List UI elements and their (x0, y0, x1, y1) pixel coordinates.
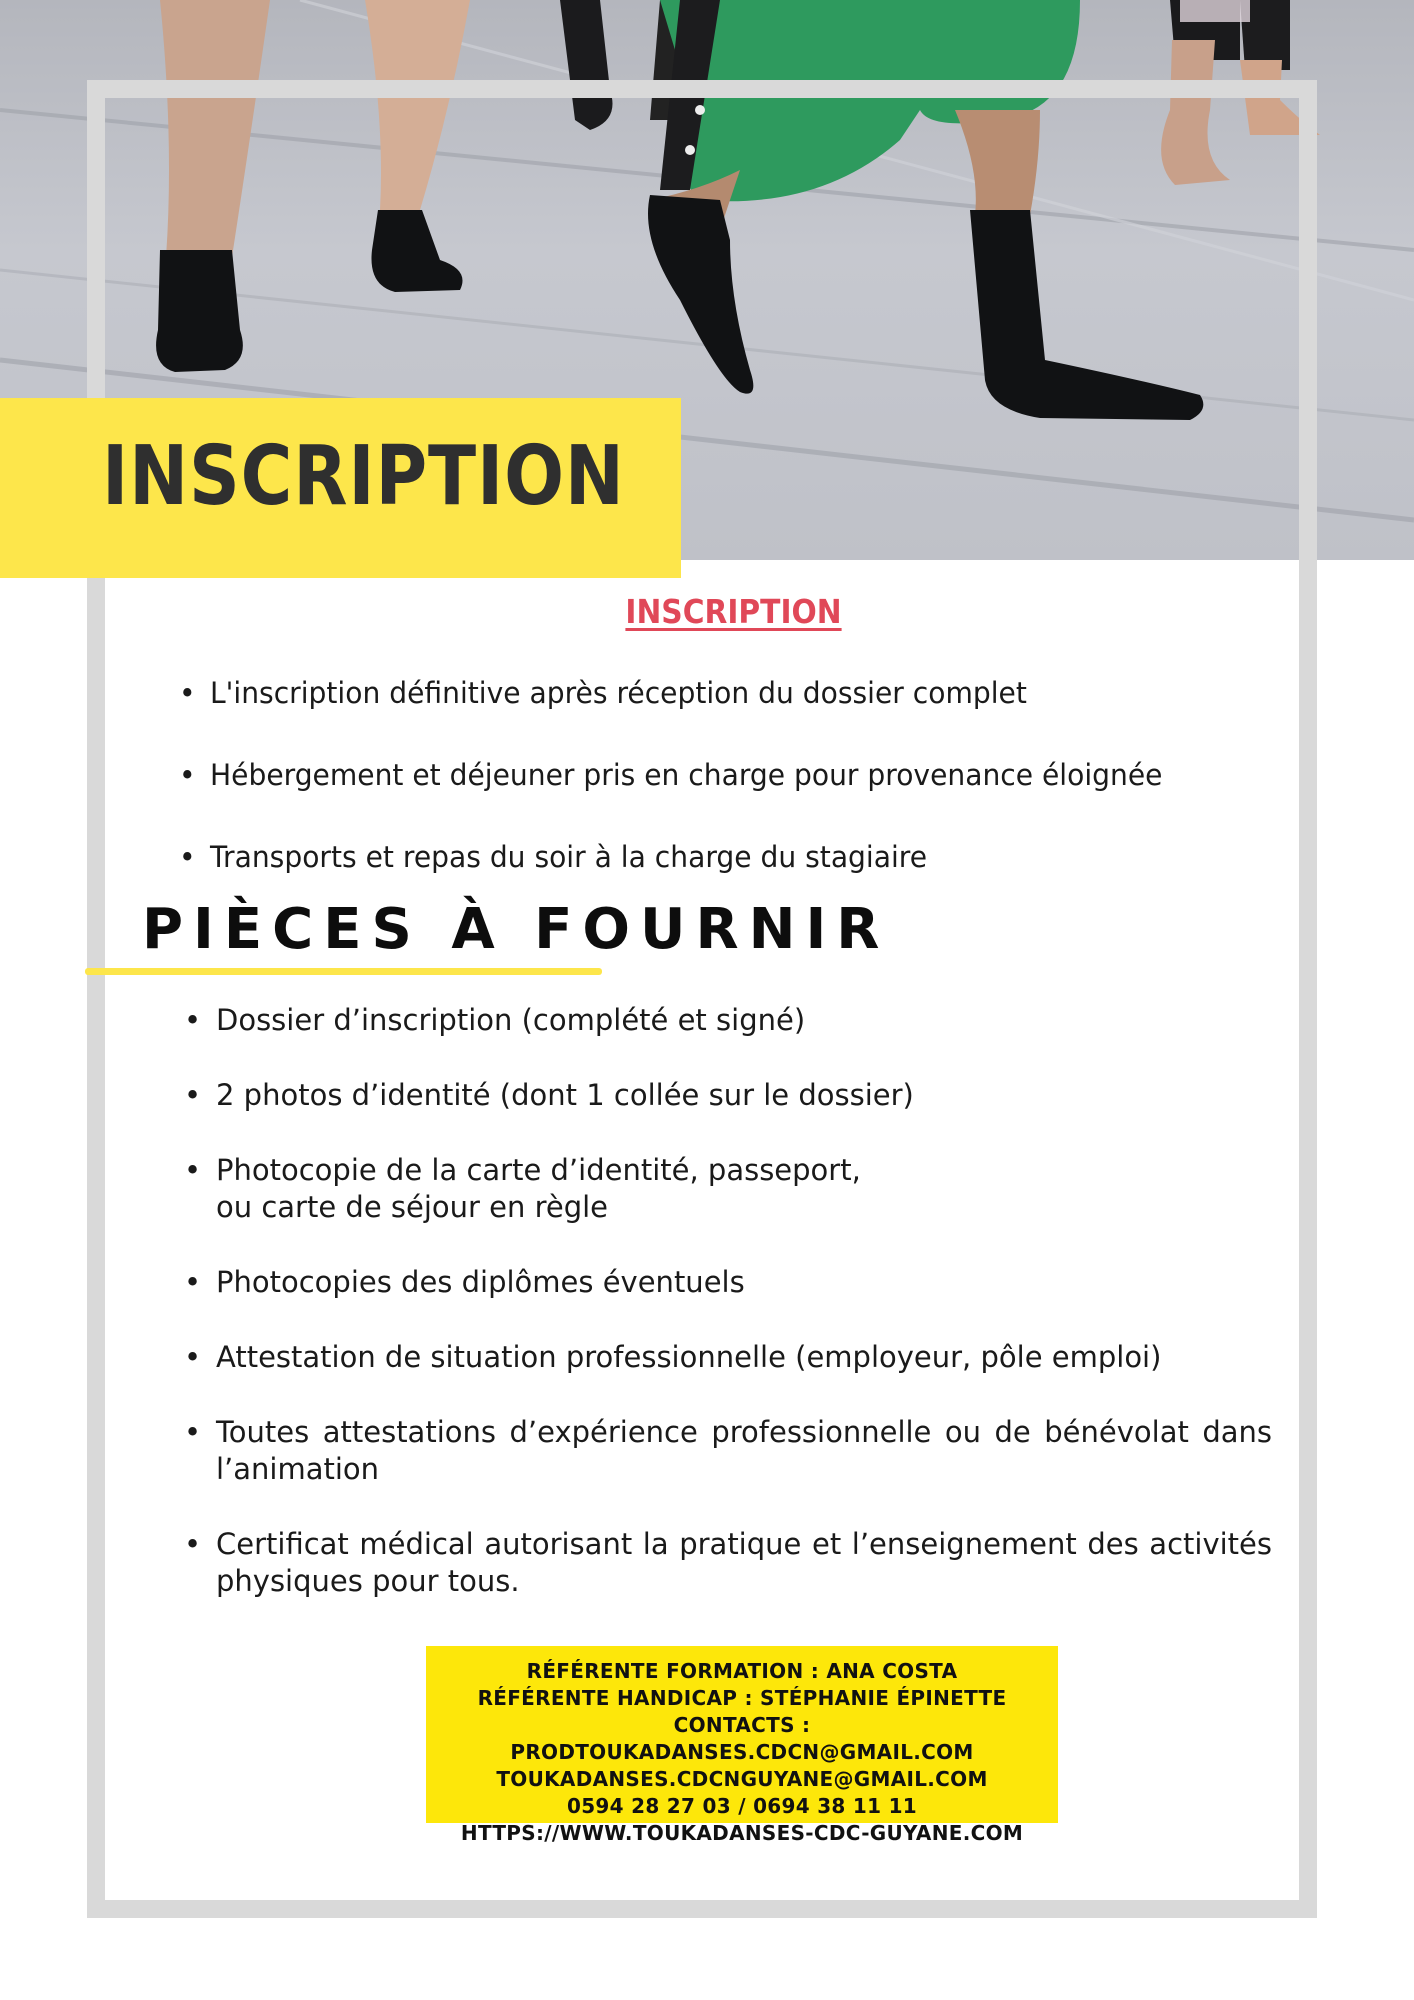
banner-title: INSCRIPTION (102, 429, 625, 524)
inscription-list (178, 675, 1290, 921)
list-item: • Certificat médical autorisant la pratique et l’enseignement des activités physiques pour tous. (184, 1527, 1272, 1598)
section-title-pieces: PIÈCES À FOURNIR (142, 897, 890, 962)
bullet-icon: • (184, 1078, 202, 1112)
contact-line: RÉFÉRENTE FORMATION : ANA COSTA (526, 1659, 958, 1683)
bullet-icon: • (184, 1265, 202, 1299)
contact-line: RÉFÉRENTE HANDICAP : STÉPHANIE ÉPINETTE (477, 1686, 1007, 1710)
list-item: • Hébergement et déjeuner pris en charge pour provenance éloignée (178, 758, 1163, 792)
list-item: • Photocopies des diplômes éventuels (184, 1265, 745, 1299)
bullet-icon: • (178, 840, 196, 874)
contact-line: CONTACTS : (673, 1713, 811, 1737)
list-item: • Photocopie de la carte d’identité, passeport, ou carte de séjour en règle (184, 1153, 861, 1224)
bullet-icon: • (184, 1003, 202, 1037)
documents-list (184, 1002, 1272, 1638)
bullet-icon: • (184, 1153, 202, 1187)
bullet-icon: • (178, 758, 196, 792)
email-link[interactable]: PRODTOUKADANSES.CDCN@GMAIL.COM (510, 1740, 974, 1764)
list-item: • Attestation de situation professionnelle (employeur, pôle emploi) (184, 1340, 1162, 1374)
bullet-icon: • (178, 676, 196, 710)
contact-box (426, 1646, 1058, 1845)
phone-numbers: 0594 28 27 03 / 0694 38 11 11 (566, 1794, 918, 1818)
bullet-icon: • (184, 1527, 202, 1561)
list-item: • Dossier d’inscription (complété et signé) (184, 1003, 806, 1037)
email-link[interactable]: TOUKADANSES.CDCNGUYANE@GMAIL.COM (496, 1767, 988, 1791)
website-link[interactable]: HTTPS://WWW.TOUKADANSES-CDC-GUYANE.COM (460, 1821, 1024, 1845)
section-title-inscription: INSCRIPTION (625, 592, 842, 631)
list-item: • Transports et repas du soir à la charge du stagiaire (178, 840, 928, 874)
list-item: • 2 photos d’identité (dont 1 collée sur le dossier) (184, 1078, 914, 1112)
list-item: • L'inscription définitive après réception du dossier complet (178, 676, 1027, 710)
bullet-icon: • (184, 1340, 202, 1374)
heading-underline (85, 968, 602, 975)
bullet-icon: • (184, 1415, 202, 1449)
list-item: • Toutes attestations d’expérience professionnelle ou de bénévolat dans l’animation (184, 1415, 1272, 1486)
